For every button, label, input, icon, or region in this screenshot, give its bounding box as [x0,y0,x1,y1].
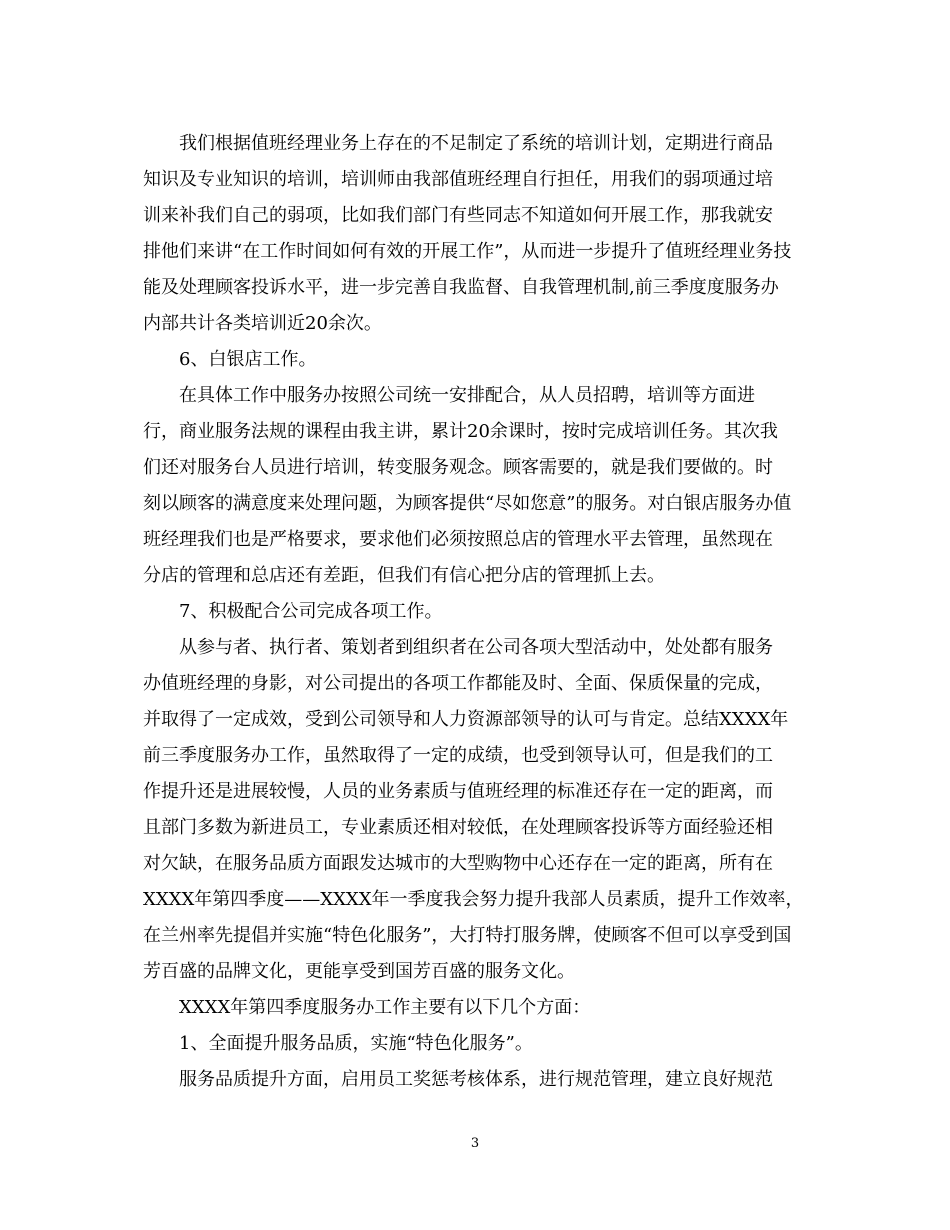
text-line: 且部门多数为新进员工，专业素质还相对较低，在处理顾客投诉等方面经验还相 [143,817,773,838]
text-line: 办值班经理的身影，对公司提出的各项工作都能及时、全面、保质保量的完成， [143,673,773,694]
text-line: 排他们来讲“在工作时间如何有效的开展工作”，从而进一步提升了值班经理业务技 [143,241,792,262]
text-line: 前三季度服务办工作，虽然取得了一定的成绩，也受到领导认可，但是我们的工 [143,745,773,766]
text-line: XXXX年第四季度——XXXX年一季度我会努力提升我部人员素质，提升工作效率， [143,889,804,910]
text-line: 从参与者、执行者、策划者到组织者在公司各项大型活动中，处处都有服务 [179,637,773,658]
text-line: 7、积极配合公司完成各项工作。 [179,601,443,622]
text-line: 刻以顾客的满意度来处理问题，为顾客提供“尽如您意”的服务。对白银店服务办值 [143,493,792,514]
text-line: 服务品质提升方面，启用员工奖惩考核体系，进行规范管理，建立良好规范 [179,1069,773,1090]
text-line: 并取得了一定成效，受到公司领导和人力资源部领导的认可与肯定。总结XXXX年 [143,709,789,730]
page-number: 3 [470,1136,480,1151]
text-line: 训来补我们自己的弱项，比如我们部门有些同志不知道如何开展工作，那我就安 [143,205,773,226]
text-line: 能及处理顾客投诉水平，进一步完善自我监督、自我管理机制,前三季度度服务办 [143,277,779,298]
text-line: 我们根据值班经理业务上存在的不足制定了系统的培训计划，定期进行商品 [179,133,773,154]
text-line: 在具体工作中服务办按照公司统一安排配合，从人员招聘，培训等方面进 [179,385,755,406]
text-line: 对欠缺，在服务品质方面跟发达城市的大型购物中心还存在一定的距离，所有在 [143,853,773,874]
text-line: 分店的管理和总店还有差距，但我们有信心把分店的管理抓上去。 [143,565,665,586]
text-line: 芳百盛的品牌文化，更能享受到国芳百盛的服务文化。 [143,961,575,982]
document-body [143,126,813,1098]
text-line: 们还对服务台人员进行培训，转变服务观念。顾客需要的，就是我们要做的。时 [143,457,773,478]
text-line: 1、全面提升服务品质，实施“特色化服务”。 [179,1033,533,1054]
text-line: 作提升还是进展较慢，人员的业务素质与值班经理的标准还存在一定的距离，而 [143,781,773,802]
text-line: 在兰州率先提倡并实施“特色化服务”，大打特打服务牌，使顾客不但可以享受到国 [143,925,792,946]
text-line: XXXX年第四季度服务办工作主要有以下几个方面： [179,997,591,1018]
text-line: 6、白银店工作。 [179,349,317,370]
text-line: 行，商业服务法规的课程由我主讲，累计20余课时，按时完成培训任务。其次我 [143,421,778,442]
text-line: 班经理我们也是严格要求，要求他们必须按照总店的管理水平去管理，虽然现在 [143,529,773,550]
text-line: 知识及专业知识的培训，培训师由我部值班经理自行担任，用我们的弱项通过培 [143,169,773,190]
text-line: 内部共计各类培训近20余次。 [143,313,382,334]
